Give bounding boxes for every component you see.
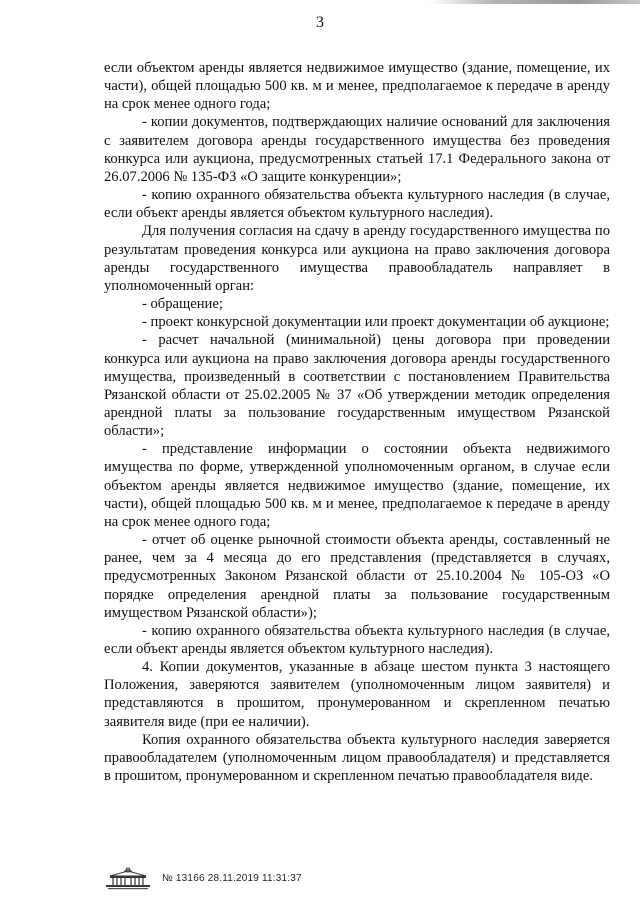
paragraph: Для получения согласия на сдачу в аренду государственного имущества по результатам проведения конкурса или аукциона на право заключения договора аренды государственного имущества правообладатель направляет в уполномоченный орган: xyxy=(104,223,610,294)
paragraph: - копию охранного обязательства объекта культурного наследия (в случае, если объект аренды является объектом культурного наследия). xyxy=(104,187,610,222)
document-body xyxy=(104,59,610,785)
paragraph: 4. Копии документов, указанные в абзаце шестом пункта 3 настоящего Положения, заверяются заявителем (уполномоченным лицом заявителя) и представляются в прошитом, пронумерованном и скрепленном печатью заявителя виде (при ее наличии). xyxy=(104,659,610,730)
paragraph: - представление информации о состоянии объекта недвижимого имущества по форме, утвержденной уполномоченным органом, в случае если объектом аренды является недвижимое имущество (здание, помещение, их части), общей площадью 500 кв. м и менее, предполагаемое к передаче в аренду на срок менее одного года; xyxy=(104,441,610,530)
paragraph: - проект конкурсной документации или проект документации об аукционе; xyxy=(142,314,610,331)
paragraph: - отчет об оценке рыночной стоимости объекта аренды, составленный не ранее, чем за 4 месяца до его представления (представляется в случаях, предусмотренных Законом Рязанской области от 25.10.2004 № 105-ОЗ «О порядке определения арендной платы за пользование государственным имуществом Рязанской области»); xyxy=(104,532,610,621)
paragraph: Копия охранного обязательства объекта культурного наследия заверяется правообладателем (уполномоченным лицом правообладателя) и представляется в прошитом, пронумерованном и скрепленном печатью правообладателя виде. xyxy=(104,731,610,785)
paragraph: - расчет начальной (минимальной) цены договора при проведении конкурса или аукциона на право заключения договора аренды государственного имущества, произведенный в соответствии с постановлением Правительства Рязанской области от 25.02.2005 № 37 «Об утверждении методик определения арендной платы за пользование государственным имуществом Рязанской области»; xyxy=(104,332,610,440)
page-number: 3 xyxy=(316,14,324,31)
building-emblem-icon xyxy=(104,866,152,890)
paragraph: если объектом аренды является недвижимое имущество (здание, помещение, их части), общей площадью 500 кв. м и менее, предполагаемое к передаче в аренду на срок менее одного года; xyxy=(104,60,610,113)
paragraph: - копии документов, подтверждающих наличие оснований для заключения с заявителем договора аренды государственного имущества без проведения конкурса или аукциона, предусмотренных статьей 17.1 Федерального закона от 26.07.2006 № 135-ФЗ «О защите конкуренции»; xyxy=(104,114,610,185)
paragraph: - обращение; xyxy=(142,296,223,313)
registration-footer xyxy=(104,864,302,892)
registration-stamp-text: № 13166 28.11.2019 11:31:37 xyxy=(162,872,302,884)
scan-edge-artifact xyxy=(430,0,640,4)
paragraph: - копию охранного обязательства объекта культурного наследия (в случае, если объект аренды является объектом культурного наследия). xyxy=(104,622,610,657)
